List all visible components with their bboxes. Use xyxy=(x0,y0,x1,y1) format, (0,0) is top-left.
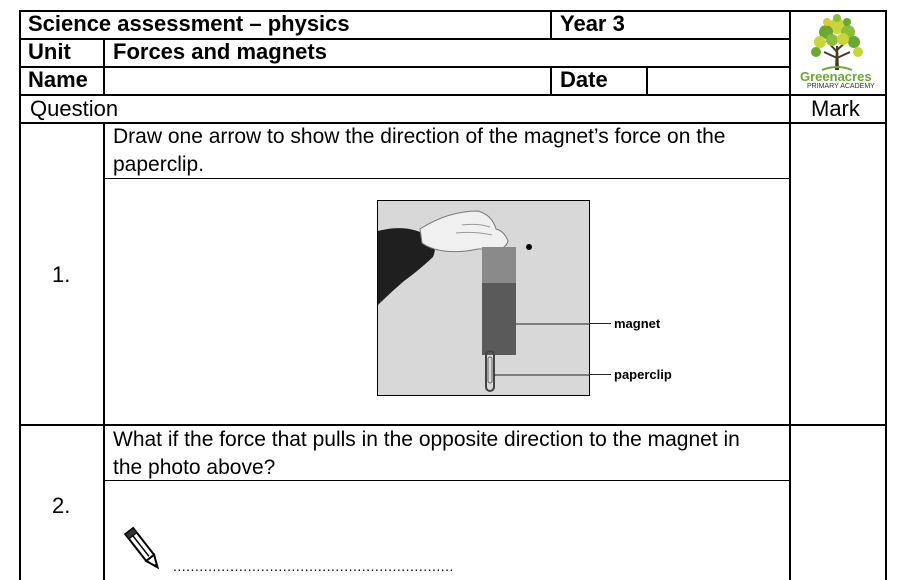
q1-number: 1. xyxy=(52,262,71,287)
unit-label: Unit xyxy=(28,39,71,64)
logo-subtitle: PRIMARY ACADEMY xyxy=(807,83,875,90)
q1-text: Draw one arrow to show the direction of the magnet’s force on the paperclip. xyxy=(113,125,726,176)
magnet-hand-illustration xyxy=(378,201,589,395)
date-field[interactable] xyxy=(649,68,788,94)
q2-text: What if the force that pulls in the opposite direction to the magnet in the photo above? xyxy=(113,428,740,479)
paperclip-callout-line xyxy=(589,374,611,375)
date-col-line-2 xyxy=(646,66,648,96)
mark-column-header: Mark xyxy=(811,96,860,121)
year-label: Year 3 xyxy=(560,11,625,36)
unit-col-line xyxy=(103,38,105,96)
name-field[interactable] xyxy=(106,68,549,94)
date-label: Date xyxy=(560,67,608,92)
name-label: Name xyxy=(28,67,88,92)
q2-answer-line[interactable]: ................................................................ xyxy=(173,558,454,574)
pencil-icon xyxy=(122,524,166,576)
row-line-3 xyxy=(19,94,886,96)
question-col-line xyxy=(103,122,105,580)
q2-number: 2. xyxy=(52,493,71,518)
magnet-label: magnet xyxy=(614,316,661,331)
paperclip-label: paperclip xyxy=(614,367,672,382)
date-col-line-1 xyxy=(550,66,552,96)
q1-mark-box[interactable] xyxy=(792,124,884,423)
magnet-callout-line xyxy=(589,323,611,324)
border-right xyxy=(885,10,887,580)
tree-logo-icon xyxy=(792,12,884,74)
year-col-line xyxy=(550,10,552,40)
border-left xyxy=(19,10,21,580)
logo-name: Greenacres xyxy=(800,69,872,84)
assessment-title: Science assessment – physics xyxy=(28,11,350,36)
q2-mark-box[interactable] xyxy=(792,427,884,580)
question-column-header: Question xyxy=(30,96,119,121)
magnet-photo xyxy=(377,200,590,396)
unit-value: Forces and magnets xyxy=(113,39,327,64)
mark-col-line xyxy=(789,10,791,580)
school-logo xyxy=(792,12,884,94)
